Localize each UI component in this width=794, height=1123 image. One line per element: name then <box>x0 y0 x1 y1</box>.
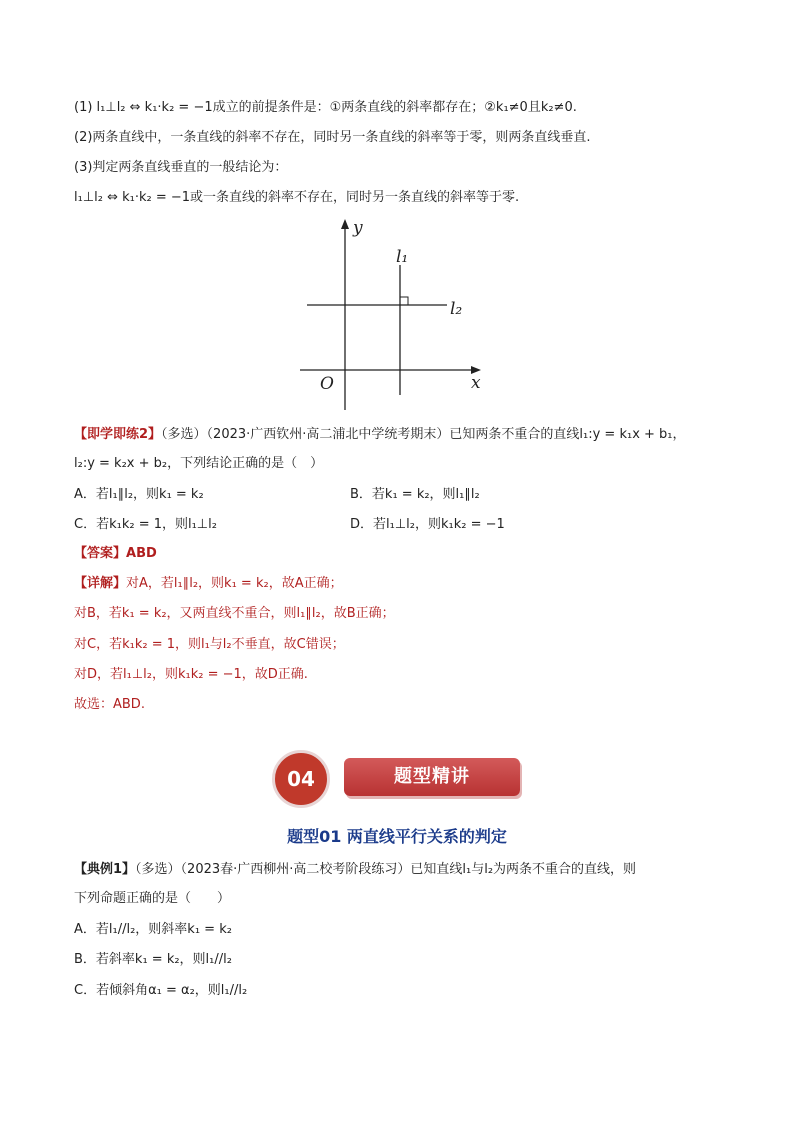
example1-option-c: C．若倾斜角α₁ = α₂，则l₁//l₂ <box>74 983 248 998</box>
l2-label: l₂ <box>450 299 463 319</box>
l1-label: l₁ <box>396 247 409 267</box>
note-4: l₁⊥l₂ ⇔ k₁·k₂ = −1或一条直线的斜率不存在，同时另一条直线的斜率等于零. <box>74 190 520 205</box>
answer-row <box>74 545 157 563</box>
answer-value: ABD <box>126 546 157 561</box>
detail-row-5: 故选：ABD. <box>74 697 145 712</box>
note-3: (3)判定两条直线垂直的一般结论为： <box>74 160 288 175</box>
detail-text-1: 对A，若l₁∥l₂，则k₁ = k₂，故A正确； <box>126 576 343 591</box>
answer-label: 【答案】 <box>74 546 127 561</box>
detail-row-2: 对B，若k₁ = k₂，又两直线不重合，则l₁∥l₂，故B正确； <box>74 606 395 621</box>
exercise2-line1 <box>74 426 686 444</box>
perpendicular-lines-graph <box>295 215 495 415</box>
section-title: 题型01 两直线平行关系的判定 <box>287 827 507 846</box>
note-1: (1) l₁⊥l₂ ⇔ k₁·k₂ = −1成立的前提条件是：①两条直线的斜率都存在；②k₁≠0且k₂≠0. <box>74 100 577 115</box>
origin-label: O <box>320 374 334 394</box>
exercise2-stem-1: （多选）（2023·广西钦州·高二浦北中学统考期末）已知两条不重合的直线l₁:y = k₁x + b₁， <box>161 427 686 442</box>
example1-tag: 【典例1】 <box>74 862 136 877</box>
example1-line2: 下列命题正确的是（ ） <box>74 891 231 906</box>
detail-label: 【详解】 <box>74 576 127 591</box>
example1-stem-1: （多选）（2023春·广西柳州·高二校考阶段练习）已知直线l₁与l₂为两条不重合的直线，则 <box>135 862 637 877</box>
section-label: 题型精讲 <box>394 766 470 787</box>
exercise2-option-c: C．若k₁k₂ = 1，则l₁⊥l₂ <box>74 517 217 532</box>
exercise2-option-d: D．若l₁⊥l₂，则k₁k₂ = −1 <box>350 517 505 532</box>
y-axis-label: y <box>353 218 363 238</box>
exercise2-option-b: B．若k₁ = k₂，则l₁∥l₂ <box>350 487 480 502</box>
detail-row-3: 对C，若k₁k₂ = 1，则l₁与l₂不垂直，故C错误； <box>74 637 345 652</box>
exercise2-tag: 【即学即练2】 <box>74 427 162 442</box>
example1-option-b: B．若斜率k₁ = k₂，则l₁//l₂ <box>74 952 232 967</box>
detail-row-1 <box>74 575 343 593</box>
section-number: 04 <box>287 767 315 791</box>
y-axis-arrow <box>341 219 349 229</box>
detail-row-4: 对D，若l₁⊥l₂，则k₁k₂ = −1，故D正确. <box>74 667 308 682</box>
example1-option-a: A．若l₁//l₂，则斜率k₁ = k₂ <box>74 922 232 937</box>
exercise2-line2: l₂:y = k₂x + b₂，下列结论正确的是（ ） <box>74 456 324 471</box>
section-badge <box>272 748 524 806</box>
note-2: (2)两条直线中，一条直线的斜率不存在，同时另一条直线的斜率等于零，则两条直线垂直. <box>74 130 591 145</box>
exercise2-option-a: A．若l₁∥l₂，则k₁ = k₂ <box>74 487 204 502</box>
right-angle-mark <box>400 297 408 305</box>
example1-line1 <box>74 861 636 879</box>
x-axis-label: x <box>471 373 481 393</box>
